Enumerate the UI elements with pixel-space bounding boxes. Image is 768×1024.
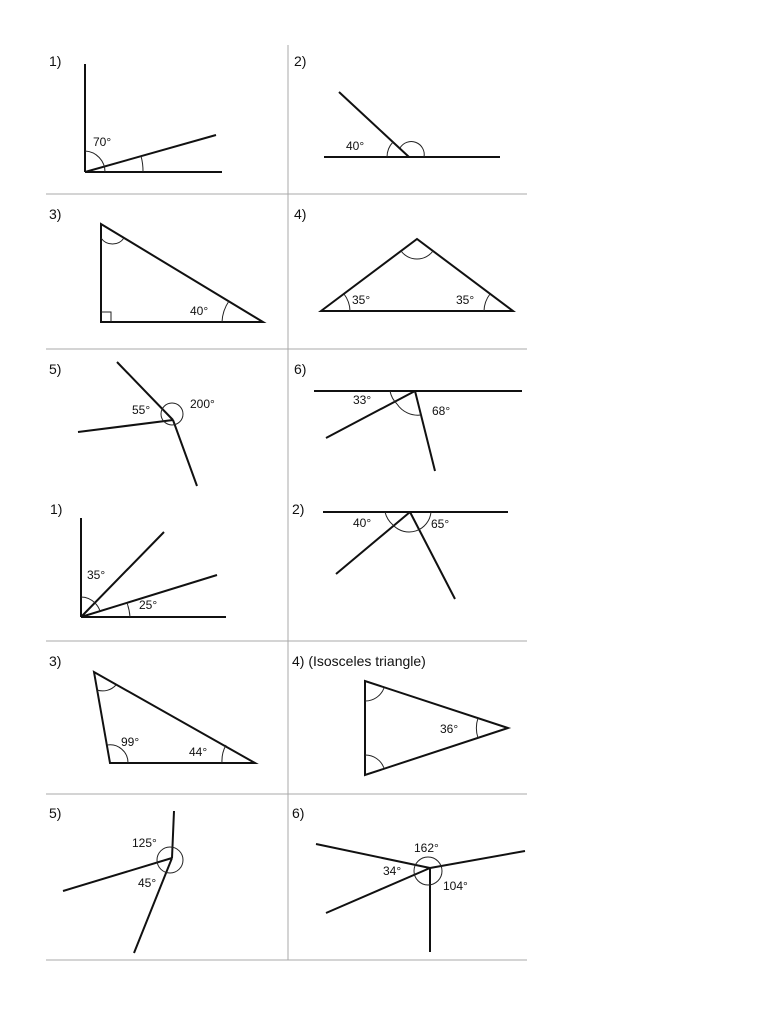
angle-arc [400, 142, 424, 157]
question-label: 6) [294, 361, 307, 377]
question-label: 2) [294, 53, 307, 69]
question-5b [49, 805, 183, 953]
angle-label: 25° [139, 598, 158, 612]
question-3b [49, 653, 255, 763]
angle-arc [127, 603, 130, 617]
angle-arc [222, 301, 229, 322]
angle-arc [387, 142, 393, 157]
question-label: 3) [49, 653, 62, 669]
question-1a [49, 53, 222, 172]
angle-label: 200° [190, 397, 215, 411]
angle-arc [397, 404, 421, 415]
question-5a [49, 361, 215, 486]
question-2b [292, 501, 508, 599]
angle-label: 40° [353, 516, 372, 530]
triangle [101, 224, 263, 322]
angle-arc [365, 755, 384, 768]
angle-label: 40° [190, 304, 209, 318]
question-label: 1) [50, 501, 63, 517]
angle-circle [414, 857, 442, 885]
angle-label: 70° [93, 135, 112, 149]
question-label: 3) [49, 206, 62, 222]
angle-label: 68° [432, 404, 451, 418]
angle-label: 45° [138, 876, 157, 890]
angle-arc [385, 512, 393, 525]
angle-arc [141, 156, 143, 172]
angle-lines [78, 362, 197, 486]
question-4a [294, 206, 513, 311]
question-2a [294, 53, 500, 157]
right-angle-mark [101, 312, 111, 322]
angle-lines [323, 512, 508, 599]
question-label: 6) [292, 805, 305, 821]
angle-arc [484, 294, 490, 311]
angle-label: 55° [132, 403, 151, 417]
angle-lines [85, 64, 222, 172]
question-4b [292, 653, 508, 775]
angle-lines [314, 391, 522, 471]
angle-label: 35° [352, 293, 371, 307]
question-label: 4) [294, 206, 307, 222]
angle-label: 33° [353, 393, 372, 407]
triangle [94, 672, 255, 763]
angle-label: 34° [383, 864, 402, 878]
angle-arc [365, 688, 384, 701]
question-label: 5) [49, 361, 62, 377]
angle-label: 104° [443, 879, 468, 893]
question-label: 2) [292, 501, 305, 517]
angle-label: 35° [87, 568, 106, 582]
angle-arc [222, 745, 226, 763]
question-label: 4) (Isosceles triangle) [292, 653, 426, 669]
question-6a [294, 361, 522, 471]
question-1b [50, 501, 226, 617]
angle-label: 35° [456, 293, 475, 307]
angle-lines [63, 811, 174, 953]
question-label: 5) [49, 805, 62, 821]
angle-label: 99° [121, 735, 140, 749]
question-label: 1) [49, 53, 62, 69]
angle-arc [401, 251, 433, 259]
angle-arc [97, 685, 116, 691]
angle-label: 65° [431, 517, 450, 531]
triangle [365, 681, 508, 775]
angle-arc [476, 718, 478, 738]
angle-label: 162° [414, 841, 439, 855]
angle-circle [161, 403, 183, 425]
question-3a [49, 206, 263, 322]
angle-arc [81, 597, 95, 603]
grid [46, 45, 527, 960]
angle-label: 40° [346, 139, 365, 153]
triangle [321, 239, 513, 311]
angle-lines [316, 844, 525, 952]
question-6b [292, 805, 525, 952]
angle-label: 44° [189, 745, 208, 759]
angle-arc [95, 603, 100, 611]
angle-arc [344, 294, 350, 311]
angle-arc [101, 238, 124, 244]
angle-label: 125° [132, 836, 157, 850]
angle-circle [157, 847, 183, 873]
angle-label: 36° [440, 722, 459, 736]
